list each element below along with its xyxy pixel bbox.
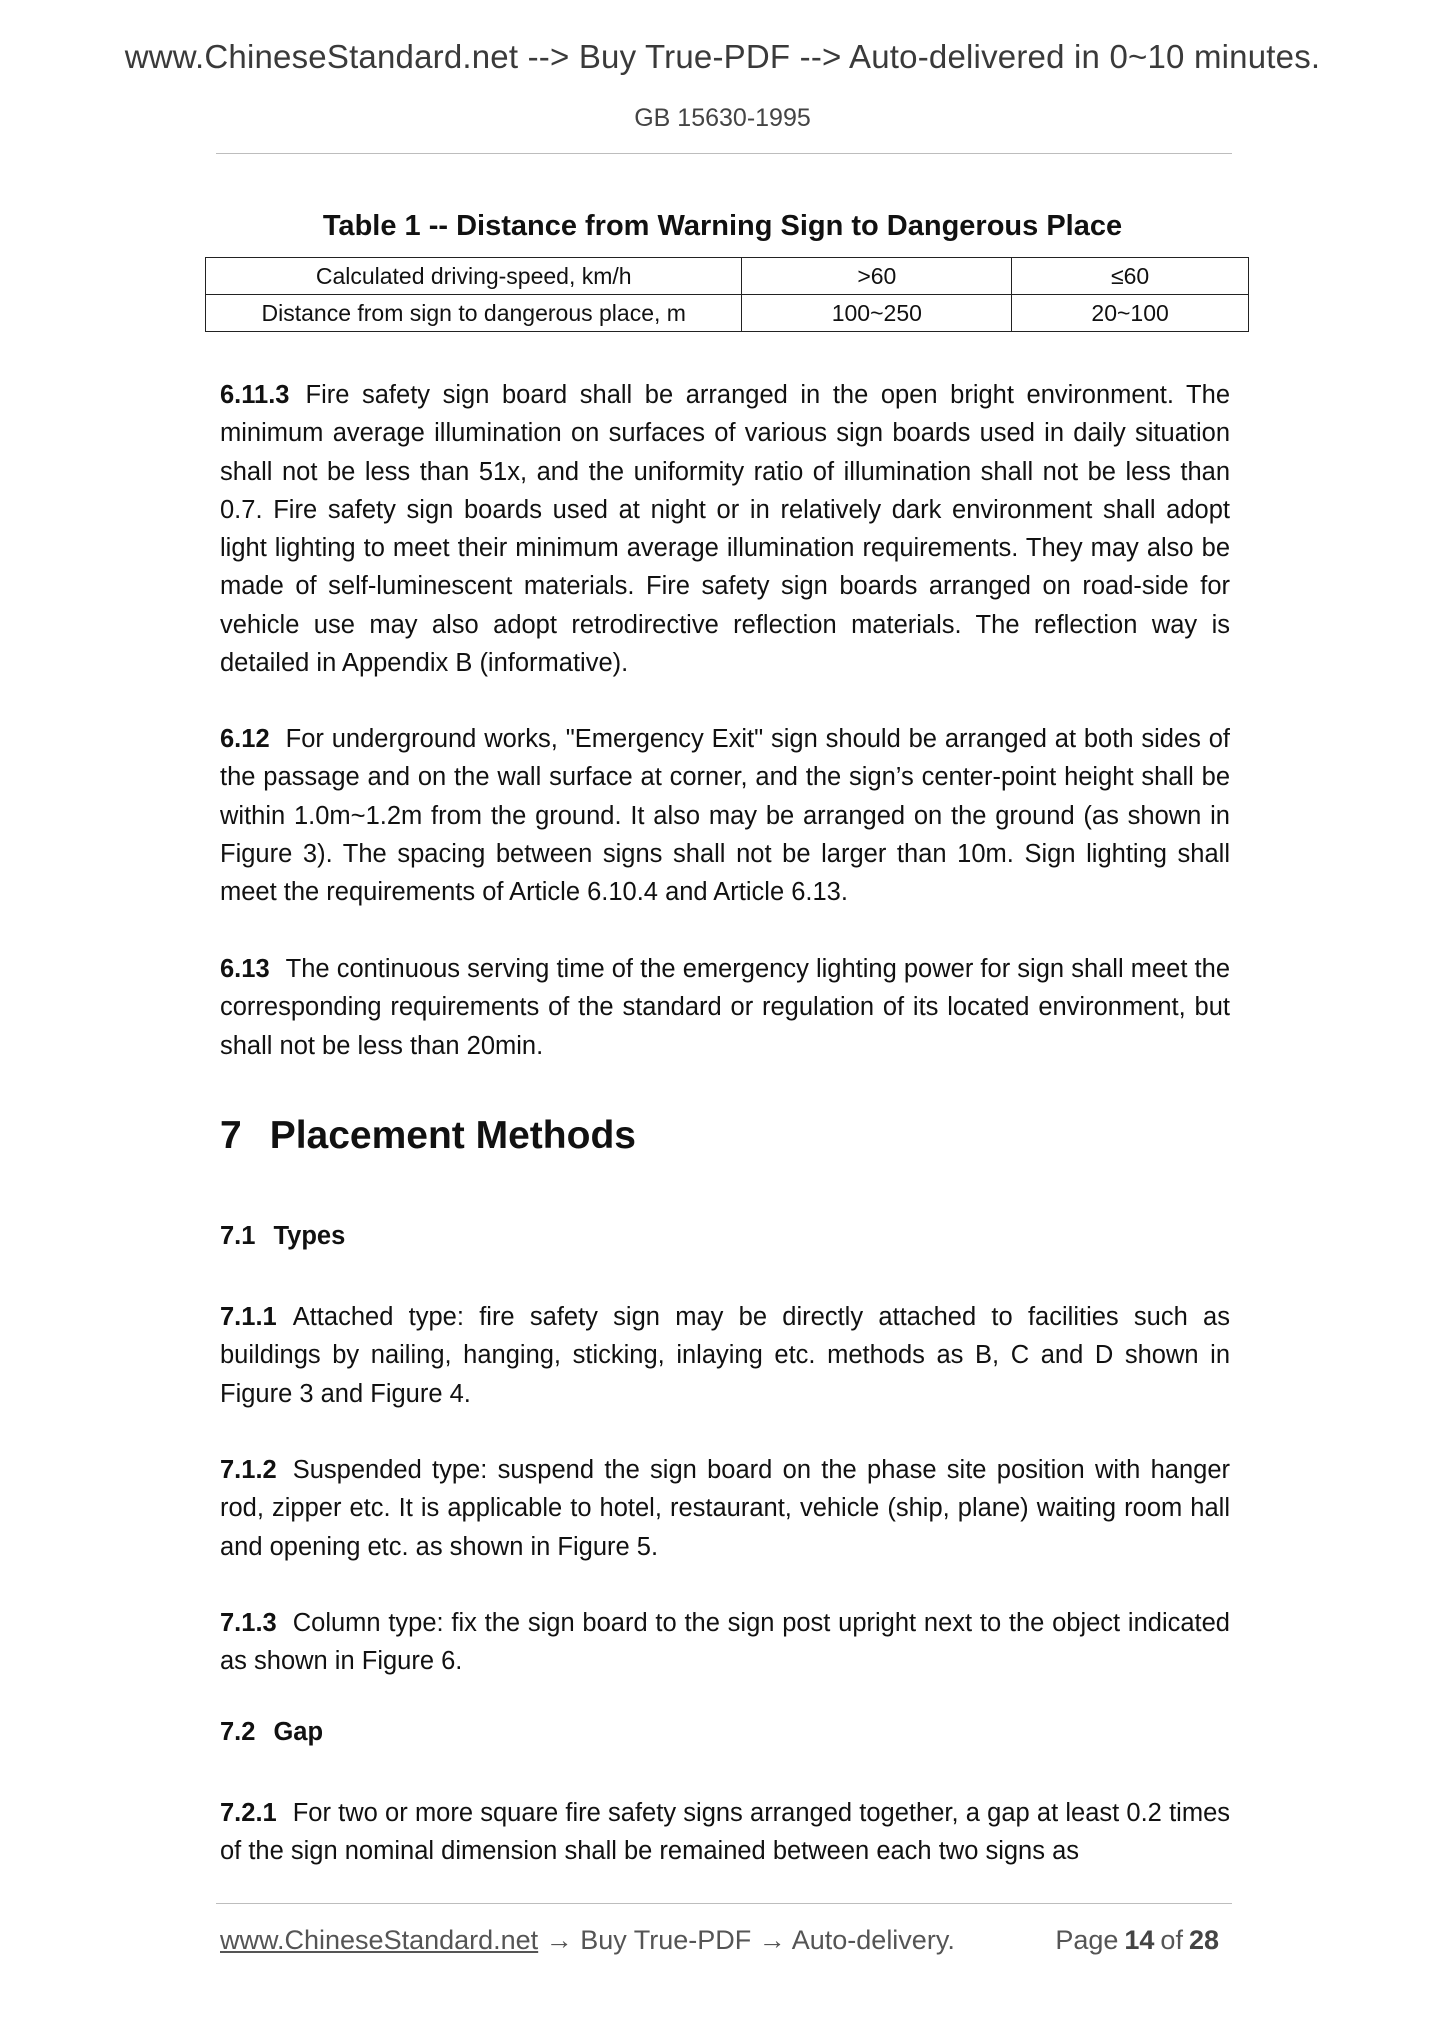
standard-code: GB 15630-1995 — [634, 104, 811, 132]
footer-promo — [220, 1925, 955, 1956]
clause-text: For underground works, "Emergency Exit" sign should be arranged at both sides of the passage and on the wall surface at corner, and the sign’s center-point height shall be within 1.0m~1.2m from the ground. It also may be arranged on the ground (as shown in Figure 3). The spacing between signs shall not be larger than 10m. Sign lighting shall meet the requirements of Article 6.10.4 and Article 6.13. — [220, 725, 1230, 907]
clause-text: The continuous serving time of the emergency lighting power for sign shall meet the corresponding requirements of the standard or regulation of its located environment, but shall not be less than 20min. — [220, 955, 1230, 1060]
page-indicator — [1055, 1925, 1225, 1956]
section-number: 7.2 — [220, 1718, 256, 1746]
distance-table — [205, 257, 1249, 332]
section-7-2-heading — [220, 1718, 1230, 1747]
section-title: Placement Methods — [269, 1114, 636, 1157]
clause-number: 7.1.3 — [220, 1609, 277, 1637]
clause-text: Suspended type: suspend the sign board on the phase site position with hanger rod, zipper etc. It is applicable to hotel, restaurant, vehicle (ship, plane) waiting room hall and opening etc. as shown in Figure 5. — [220, 1456, 1230, 1561]
page-label: Page — [1055, 1925, 1119, 1955]
clause-text: Column type: fix the sign board to the sign post upright next to the object indicated as shown in Figure 6. — [220, 1609, 1230, 1676]
footer-promo-text: → Buy True-PDF → Auto-delivery. — [538, 1925, 955, 1955]
clause-7-2-1 — [220, 1794, 1230, 1871]
section-title: Types — [273, 1222, 346, 1250]
top-banner: www.ChineseStandard.net --> Buy True-PDF --> Auto-delivered in 0~10 minutes. — [124, 38, 1321, 75]
header-divider — [216, 153, 1232, 154]
section-7-1-heading — [220, 1222, 1230, 1251]
clause-number: 6.13 — [220, 955, 270, 983]
clause-7-1-1 — [220, 1298, 1230, 1413]
table-row — [206, 258, 1249, 295]
page-of: of — [1160, 1925, 1183, 1955]
clause-6-11-3 — [220, 376, 1230, 682]
section-title: Gap — [273, 1718, 324, 1746]
clause-number: 6.11.3 — [220, 381, 290, 409]
table-cell: ≤60 — [1012, 258, 1249, 295]
footer-divider — [216, 1903, 1232, 1904]
table-cell: 100~250 — [742, 295, 1012, 332]
section-number: 7.1 — [220, 1222, 256, 1250]
clause-number: 7.1.2 — [220, 1456, 277, 1484]
table-cell: >60 — [742, 258, 1012, 295]
page-current: 14 — [1124, 1925, 1155, 1955]
clause-number: 7.2.1 — [220, 1799, 277, 1827]
clause-6-12 — [220, 720, 1230, 911]
footer-site-link[interactable]: www.ChineseStandard.net — [220, 1925, 539, 1955]
section-7-heading — [220, 1114, 1230, 1158]
clause-text: Attached type: fire safety sign may be directly attached to facilities such as buildings by nailing, hanging, sticking, inlaying etc. methods as B, C and D shown in Figure 3 and Figure 4. — [220, 1303, 1230, 1408]
table-cell: Distance from sign to dangerous place, m — [206, 295, 742, 332]
table-cell: Calculated driving-speed, km/h — [206, 258, 742, 295]
clause-number: 6.12 — [220, 725, 270, 753]
clause-text: For two or more square fire safety signs arranged together, a gap at least 0.2 times of the sign nominal dimension shall be remained between each two signs as — [220, 1799, 1230, 1866]
clause-6-13 — [220, 950, 1230, 1065]
table-cell: 20~100 — [1012, 295, 1249, 332]
table-row — [206, 295, 1249, 332]
clause-7-1-2 — [220, 1451, 1230, 1566]
section-number: 7 — [220, 1114, 242, 1157]
clause-7-1-3 — [220, 1604, 1230, 1681]
table-caption: Table 1 -- Distance from Warning Sign to Dangerous Place — [322, 210, 1123, 242]
page-total: 28 — [1188, 1925, 1219, 1955]
clause-text: Fire safety sign board shall be arranged in the open bright environment. The minimum average illumination on surfaces of various sign boards used in daily situation shall not be less than 51x, and the uniformity ratio of illumination shall not be less than 0.7. Fire safety sign boards used at night or in relatively dark environment shall adopt light lighting to meet their minimum average illumination requirements. They may also be made of self-luminescent materials. Fire safety sign boards arranged on road-side for vehicle use may also adopt retrodirective reflection materials. The reflection way is detailed in Appendix B (informative). — [220, 381, 1230, 678]
clause-number: 7.1.1 — [220, 1303, 277, 1331]
